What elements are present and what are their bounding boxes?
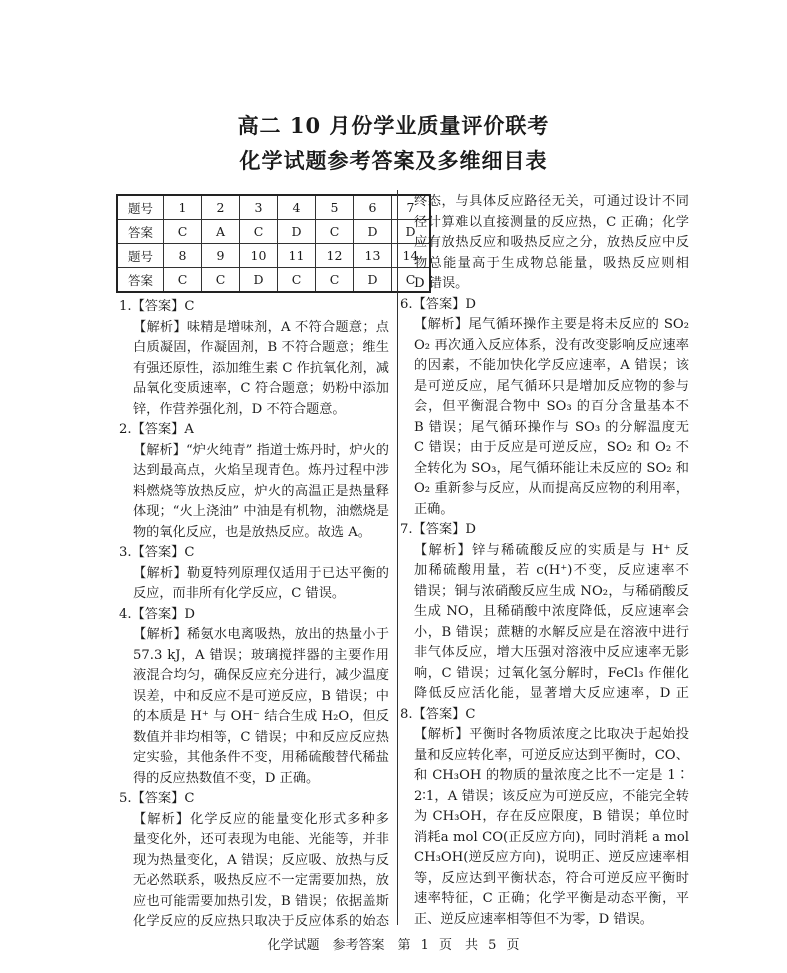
analysis-line: 的因素，不能加快化学反应速率，A 错误；该 <box>414 358 689 373</box>
analysis-line: B 错误；尾气循环操作与 SO₃ 的分解温度无 <box>414 419 689 435</box>
analysis-line: 正、逆反应速率相等但不为零，D 错误。 <box>414 911 653 927</box>
table-cell: A <box>202 220 240 244</box>
analysis-line: 生成 NO，且稀硝酸中浓度降低，反应速率会 <box>414 604 689 619</box>
analysis-line: 体现；“火上浇油” 中油是有机物，油燃烧是 <box>133 504 389 519</box>
answer-header: 3.【答案】C <box>119 545 195 560</box>
table-cell: 2 <box>202 195 240 220</box>
analysis-line: 终态，与具体反应路径无关，可通过设计不同 <box>414 194 689 209</box>
table-cell: C <box>164 268 202 293</box>
answer-row <box>117 268 430 293</box>
table-cell: C <box>316 220 354 244</box>
answer-header: 4.【答案】D <box>119 606 195 622</box>
analysis-line: 量变化外，还可表现为电能、光能等，并非 <box>133 832 389 847</box>
analysis-line: 应有放热反应和吸热反应之分，放热反应中反 <box>414 235 689 250</box>
analysis-line: 57.3 kJ，A 错误；玻璃搅拌器的主要作用 <box>133 647 389 663</box>
analysis-line: 量和反应转化率，可逆反应达到平衡时，CO、 <box>414 747 689 763</box>
answer-header: 8.【答案】C <box>400 706 476 722</box>
table-cell: 14 <box>392 244 431 268</box>
table-cell: 6 <box>354 195 392 220</box>
answer-item <box>400 295 689 521</box>
analysis-line: 有强还原性，添加维生素 C 作抗氧化剂，减 <box>133 360 389 376</box>
analysis-line: 响，C 错误；过氧化氢分解时，FeCl₃ 作催化 <box>414 665 689 681</box>
answer-item <box>119 297 389 420</box>
analysis-line: 正确。 <box>414 501 454 517</box>
answer-header: 1.【答案】C <box>119 299 195 314</box>
analysis-line: 达到最高点，火焰呈现青色。炼丹过程中涉 <box>133 463 389 478</box>
analysis-line: 物总能量高于生成物总能量，吸热反应则相 <box>414 255 689 271</box>
analysis-line: 【解析】锌与稀硫酸反应的实质是与 H⁺ 反 <box>414 542 689 558</box>
table-cell: 3 <box>240 195 278 220</box>
analysis-line: 【解析】稀氨水电离吸热，放出的热量小于 <box>133 627 389 642</box>
analysis-line: 锌，作营养强化剂，D 不符合题意。 <box>133 401 346 417</box>
column-divider <box>397 190 398 925</box>
table-cell: 8 <box>164 244 202 268</box>
analysis-line: 是可逆反应，尾气循环只是增加反应物的参与 <box>414 378 689 394</box>
analysis-line: 全转化为 SO₃，尾气循环能让未反应的 SO₂ 和 <box>414 460 689 476</box>
table-cell: C <box>240 220 278 244</box>
table-cell: C <box>278 268 316 293</box>
analysis-line: 得的反应热数值不变，D 正确。 <box>133 770 320 786</box>
page-footer: 化学试题 参考答案 第 1 页 共 5 页 <box>267 938 520 953</box>
analysis-line: 物的氧化反应，也是放热反应。故选 A。 <box>133 524 371 540</box>
table-cell: D <box>240 268 278 293</box>
table-cell: C <box>164 220 202 244</box>
analysis-line: 定实验，其他条件不变，用稀硫酸替代稀盐 <box>133 750 389 765</box>
analysis-line: 反应，而非所有化学反应，C 错误。 <box>133 586 346 601</box>
right-column <box>400 192 689 930</box>
table-cell: 13 <box>354 244 392 268</box>
analysis-line: 非气体反应，增大压强对溶液中反应速率无影 <box>414 645 689 660</box>
table-cell: 11 <box>278 244 316 268</box>
analysis-line: 现为热量变化，A 错误；反应吸、放热与反 <box>133 852 389 868</box>
analysis-line: D 错误。 <box>414 276 469 291</box>
analysis-line: 速率特征，C 正确；化学平衡是动态平衡，平 <box>414 891 689 906</box>
analysis-line: 【解析】尾气循环操作主要是将未反应的 SO₂ <box>414 317 689 332</box>
analysis-line: 【解析】“炉火纯青” 指道士炼丹时，炉火的 <box>133 442 389 458</box>
answer-item <box>400 705 689 931</box>
analysis-line: 应也可能需要加热引发，B 错误；依据盖斯 <box>133 893 389 909</box>
table-cell: 4 <box>278 195 316 220</box>
analysis-line: 无必然联系，吸热反应不一定需要加热，放 <box>133 873 389 888</box>
analysis-line: 【解析】勒夏特列原理仅适用于已达平衡的 <box>133 565 389 581</box>
analysis-line: 料燃烧等放热反应，炉火的高温正是热量释 <box>133 483 389 499</box>
analysis-line: 【解析】化学反应的能量变化形式多种多 <box>133 811 389 827</box>
table-cell: C <box>392 268 431 293</box>
analysis-line: 白质凝固，作凝固剂，B 不符合题意；维生 <box>133 340 389 355</box>
analysis-line: 和 CH₃OH 的物质的量浓度之比不一定是 1∶ <box>414 768 689 783</box>
answer-item <box>400 520 689 705</box>
question-number-row <box>117 195 430 220</box>
analysis-line: 等，反应达到平衡状态，符合可逆反应平衡时 <box>414 870 689 886</box>
table-cell: 7 <box>392 195 431 220</box>
row-header-cell: 答案 <box>117 268 164 293</box>
answer-item <box>119 789 389 933</box>
analysis-line: CH₃OH(逆反应方向)，说明正、逆反应速率相 <box>414 850 689 865</box>
answer-header: 6.【答案】D <box>400 296 476 312</box>
analysis-line: 小，B 错误；蔗糖的水解反应是在溶液中进行 <box>414 624 689 640</box>
analysis-line: 数值并非均相等，C 错误；中和反应反应热 <box>133 729 389 745</box>
analysis-line: 2∶1，A 错误；该反应为可逆反应，不能完全转 <box>414 788 689 804</box>
analysis-line: 加稀硫酸用量，若 c(H⁺)不变，反应速率不 <box>414 563 689 578</box>
left-column <box>119 297 389 933</box>
table-cell: C <box>202 268 240 293</box>
row-header-cell: 答案 <box>117 220 164 244</box>
analysis-line: 误差，中和反应不是可逆反应，B 错误；中 <box>133 688 389 704</box>
table-cell: C <box>316 268 354 293</box>
answer-header: 5.【答案】C <box>119 791 195 806</box>
analysis-line: C 错误；由于反应是可逆反应，SO₂ 和 O₂ 不 <box>414 440 689 455</box>
analysis-line: 径计算难以直接测量的反应热，C 正确；化学 <box>414 214 689 230</box>
analysis-line: 错误；铜与浓硝酸反应生成 NO₂，与稀硝酸反 <box>414 583 689 599</box>
document-subtitle: 化学试题参考答案及多维细目表 <box>239 148 548 173</box>
table-cell: D <box>278 220 316 244</box>
analysis-line: 为 CH₃OH，存在反应限度，B 错误；单位时 <box>414 809 689 824</box>
table-cell: 10 <box>240 244 278 268</box>
answer-item <box>400 192 689 295</box>
analysis-line: 液混合均匀，确保反应充分进行，减少温度 <box>133 668 389 683</box>
row-header-cell: 题号 <box>117 244 164 268</box>
analysis-line: 【解析】平衡时各物质浓度之比取决于起始投 <box>414 727 689 742</box>
answer-table <box>116 194 431 293</box>
analysis-line: 化学反应的反应热只取决于反应体系的始态 <box>133 914 389 929</box>
answer-header: 7.【答案】D <box>400 522 476 537</box>
analysis-line: O₂ 再次通入反应体系，没有改变影响反应速率 <box>414 337 689 353</box>
answer-row <box>117 220 430 244</box>
analysis-line: 品氧化变质速率，C 符合题意；奶粉中添加 <box>133 381 389 396</box>
question-number-row <box>117 244 430 268</box>
table-cell: 9 <box>202 244 240 268</box>
analysis-line: 会，但平衡混合物中 SO₃ 的百分含量基本不 <box>414 399 689 414</box>
answer-header: 2.【答案】A <box>119 422 194 437</box>
table-cell: D <box>354 220 392 244</box>
table-cell: D <box>392 220 431 244</box>
row-header-cell: 题号 <box>117 195 164 220</box>
table-cell: 12 <box>316 244 354 268</box>
analysis-line: 降低反应活化能，显著增大反应速率，D 正 <box>414 686 689 701</box>
answer-item <box>119 543 389 605</box>
table-cell: 1 <box>164 195 202 220</box>
document-title: 高二 10 月份学业质量评价联考 <box>237 113 550 138</box>
answer-item <box>119 420 389 543</box>
table-cell: 5 <box>316 195 354 220</box>
analysis-line: 【解析】味精是增味剂，A 不符合题意；点 <box>133 319 389 335</box>
analysis-line: O₂ 重新参与反应，从而提高反应物的利用率， <box>414 481 689 496</box>
analysis-line: 消耗a mol CO(正反应方向)，同时消耗 a mol <box>414 829 689 845</box>
answer-item <box>119 605 389 790</box>
analysis-line: 的本质是 H⁺ 与 OH⁻ 结合生成 H₂O，但反 <box>133 709 389 724</box>
table-cell: D <box>354 268 392 293</box>
